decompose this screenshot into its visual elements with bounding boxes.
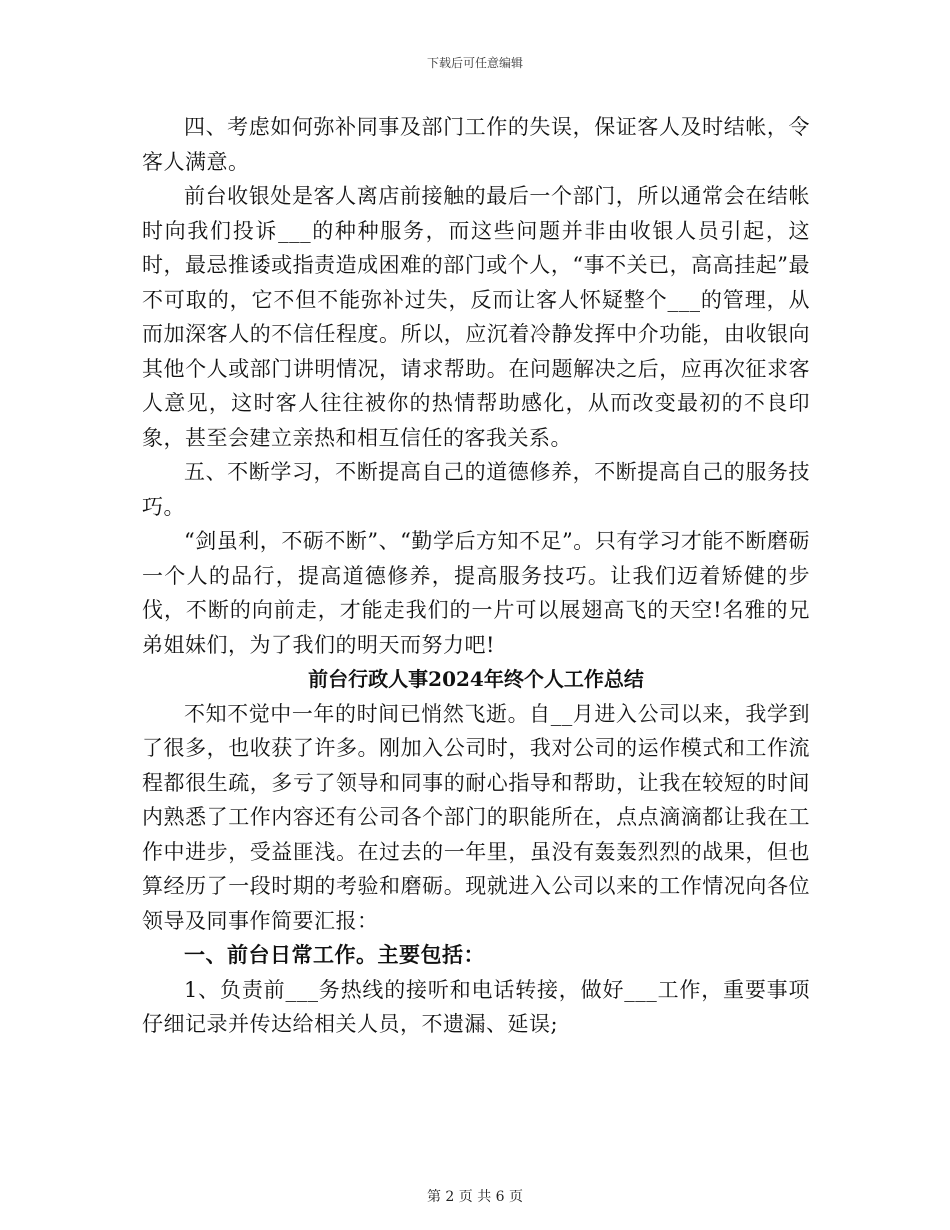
page-header: 下载后可任意编辑 — [426, 56, 523, 70]
paragraph-item-four: 四、考虑如何弥补同事及部门工作的失误，保证客人及时结帐，令客人满意。 — [142, 115, 810, 174]
paragraph-cashier-complaints: 前台收银处是客人离店前接触的最后一个部门，所以通常会在结帐时向我们投诉___的种种服务，而这些问题并非由收银人员引起，这时，最忌推诿或指责造成困难的部门或个人，“事不关已，高高挂起”最不可取的，它不但不能弥补过失，反而让客人怀疑整个___的管理，从而加深客人的不信任程度。所以，应沉着冷静发挥中介功能，由收银向其他个人或部门讲明情况，请求帮助。在问题解决之后，应再次征求客人意见，这时客人往往被你的热情帮助感化，从而改变最初的不良印象，甚至会建立亲热和相互信任的客我关系。 — [142, 184, 810, 450]
paragraph-intro: 不知不觉中一年的时间已悄然飞逝。自__月进入公司以来，我学到了很多，也收获了许多。刚加入公司时，我对公司的运作模式和工作流程都很生疏，多亏了领导和同事的耐心指导和帮助，让我在较短的时间内熟悉了工作内容还有公司各个部门的职能所在，点点滴滴都让我在工作中进步，受益匪浅。在过去的一年里，虽没有轰轰烈烈的战果，但也算经历了一段时期的考验和磨砺。现就进入公司以来的工作情况向各位领导及同事作简要汇报： — [142, 701, 810, 933]
page-number: 第 2 页 共 6 页 — [426, 1189, 524, 1205]
paragraph-item-five: 五、不断学习，不断提高自己的道德修养，不断提高自己的服务技巧。 — [142, 460, 810, 519]
section-title: 前台行政人事2024年终个人工作总结 — [308, 667, 644, 691]
heading-daily-work: 一、前台日常工作。主要包括： — [184, 942, 485, 967]
paragraph-keep-learning: “剑虽利，不砺不断”、“勤学后方知不足”。只有学习才能不断磨砺一个人的品行，提高道德修养，提高服务技巧。让我们迈着矫健的步伐，不断的向前走，才能走我们的一片可以展翅高飞的天空!名雅的兄弟姐妹们，为了我们的明天而努力吧! — [142, 529, 810, 657]
document-body — [142, 110, 810, 1042]
paragraph-duty-one: 1、负责前___务热线的接听和电话转接，做好___工作，重要事项仔细记录并传达给相关人员，不遗漏、延误; — [142, 977, 810, 1036]
